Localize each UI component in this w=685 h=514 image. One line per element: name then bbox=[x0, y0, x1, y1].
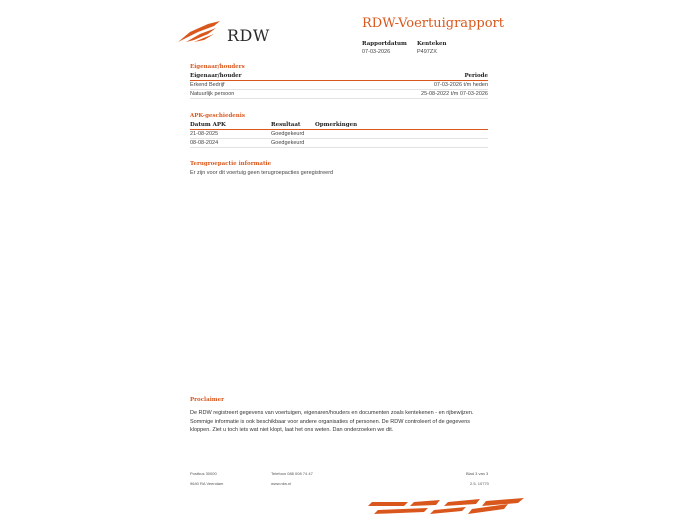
rapportdatum-label: Rapportdatum bbox=[362, 41, 407, 47]
owners-table bbox=[190, 72, 488, 99]
footer-city: 9640 RA Veendam bbox=[190, 481, 224, 486]
period-cell: 25-08-2022 t/m 07-03-2026 bbox=[421, 91, 488, 97]
kenteken-value: P497ZX bbox=[417, 49, 437, 55]
table-row bbox=[190, 130, 488, 139]
owners-table-header bbox=[190, 72, 488, 81]
footer-postbus: Postbus 30000 bbox=[190, 471, 217, 476]
recall-text: Er zijn voor dit voertuig geen terugroepacties geregistreerd bbox=[190, 170, 334, 176]
brand-name: RDW bbox=[227, 26, 270, 45]
date-cell: 08-08-2024 bbox=[190, 140, 219, 146]
apk-section-title: APK-geschiedenis bbox=[190, 113, 245, 119]
kenteken-block bbox=[417, 40, 447, 56]
disclaimer-line: De RDW registreert gegevens van voertuigen, eigenaren/houders en documenten zoals kentekenen - en rijbewijzen. bbox=[190, 410, 474, 416]
disclaimer-line: kloppen. Ziet u toch iets wat niet klopt, laat het ons weten. Dan onderzoeken we dit. bbox=[190, 427, 394, 433]
owners-section-title: Eigenaar/houders bbox=[190, 64, 245, 70]
result-cell: Goedgekeurd bbox=[271, 140, 305, 146]
kenteken-label: Kenteken bbox=[417, 41, 447, 47]
footer-website[interactable]: www.rdw.nl bbox=[271, 481, 292, 486]
col-result: Resultaat bbox=[271, 122, 301, 128]
report-title: RDW-Voertuigrapport bbox=[362, 16, 504, 31]
apk-table bbox=[190, 121, 488, 148]
col-owner: Eigenaar/houder bbox=[190, 73, 242, 79]
footer-code: 2.5. 10770 bbox=[470, 481, 489, 486]
disclaimer-line: Sommige informatie is ook beschikbaar voor andere organisaties of personen. De RDW controleert of de gegevens bbox=[190, 418, 471, 425]
result-cell: Goedgekeurd bbox=[271, 131, 305, 137]
decorative-stripes-icon bbox=[368, 498, 528, 514]
period-cell: 07-03-2026 t/m heden bbox=[433, 82, 488, 88]
table-row bbox=[190, 81, 488, 90]
table-row bbox=[190, 139, 488, 148]
disclaimer-text bbox=[190, 409, 500, 435]
col-remarks: Opmerkingen bbox=[315, 122, 358, 128]
disclaimer-title: Proclaimer bbox=[190, 397, 225, 403]
rdw-logo bbox=[176, 14, 270, 48]
footer-telefoon: Telefoon 088 008 74 47 bbox=[271, 471, 313, 476]
rapportdatum-value: 07-03-2026 bbox=[362, 49, 391, 55]
date-cell: 21-08-2025 bbox=[190, 131, 219, 137]
apk-table-header bbox=[190, 121, 488, 130]
rapportdatum-block bbox=[362, 40, 407, 56]
rdw-wing-icon bbox=[176, 20, 226, 44]
col-period: Periode bbox=[464, 73, 488, 79]
col-date: Datum APK bbox=[190, 122, 226, 128]
footer-page-number: Blad 3 van 3 bbox=[466, 471, 489, 476]
recall-section-title: Terugroepactie informatie bbox=[190, 161, 272, 167]
owner-cell: Natuurlijk persoon bbox=[190, 91, 235, 97]
owner-cell: Erkend Bedrijf bbox=[190, 82, 225, 88]
table-row bbox=[190, 90, 488, 99]
